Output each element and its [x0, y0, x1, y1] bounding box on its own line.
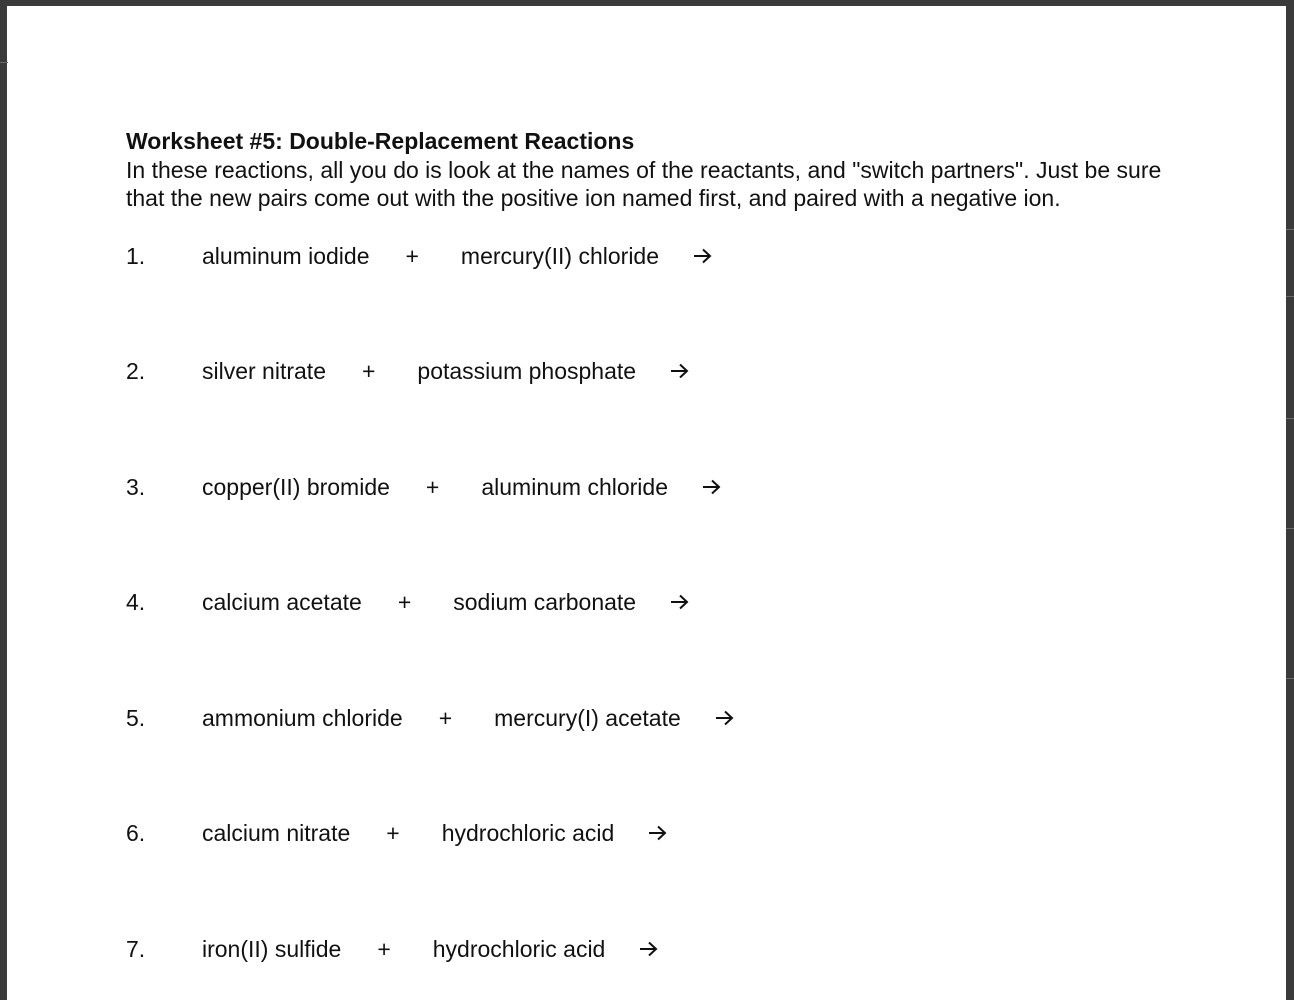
right-arrow-icon — [648, 825, 667, 841]
right-arrow-icon — [702, 479, 721, 495]
reaction-number: 3. — [126, 474, 146, 500]
right-arrow-icon — [670, 363, 689, 379]
reactant-a: aluminum iodide — [202, 243, 370, 269]
reactant-b: mercury(I) acetate — [494, 705, 681, 731]
edge-mark — [1286, 296, 1294, 297]
reactant-a: copper(II) bromide — [202, 474, 390, 500]
right-arrow-icon — [693, 248, 712, 264]
worksheet-instructions: In these reactions, all you do is look at the names of the reactants, and "switch partners". Just be sure that the new pairs come out with the positive ion named first, and paired with a negative ion. — [126, 156, 1162, 211]
reaction-item — [126, 242, 712, 270]
reactant-b: mercury(II) chloride — [460, 243, 660, 269]
reactant-b: aluminum chloride — [481, 474, 668, 500]
edge-mark — [1286, 418, 1294, 419]
worksheet-content — [126, 127, 1186, 962]
reaction-number: 1. — [126, 243, 146, 269]
plus-sign: + — [425, 474, 440, 500]
edge-mark — [1286, 528, 1294, 529]
reactant-b: hydrochloric acid — [441, 820, 615, 846]
reaction-item — [126, 473, 721, 501]
edge-mark — [1286, 229, 1294, 230]
plus-sign: + — [438, 705, 453, 731]
reactant-b: hydrochloric acid — [432, 936, 606, 962]
plus-sign: + — [397, 589, 412, 615]
reaction-item — [126, 588, 689, 616]
reaction-item — [126, 819, 667, 847]
reactant-b: sodium carbonate — [453, 589, 637, 615]
reactant-a: ammonium chloride — [202, 705, 403, 731]
right-arrow-icon — [639, 941, 658, 957]
document-page — [7, 6, 1286, 1000]
reactant-a: iron(II) sulfide — [202, 936, 342, 962]
plus-sign: + — [405, 243, 419, 269]
edge-mark — [0, 62, 8, 63]
reaction-item — [126, 935, 658, 963]
reactant-b: potassium phosphate — [417, 358, 637, 384]
reaction-number: 6. — [126, 820, 146, 846]
reactant-a: calcium acetate — [202, 589, 362, 615]
right-arrow-icon — [715, 710, 734, 726]
plus-sign: + — [377, 936, 391, 962]
reaction-item — [126, 704, 734, 732]
reaction-number: 7. — [126, 936, 146, 962]
reactant-a: calcium nitrate — [202, 820, 351, 846]
reaction-item — [126, 357, 689, 385]
reactant-a: silver nitrate — [202, 358, 326, 384]
reaction-number: 2. — [126, 358, 146, 384]
edge-mark — [1286, 678, 1294, 679]
right-arrow-icon — [670, 594, 689, 610]
plus-sign: + — [386, 820, 400, 846]
worksheet-title: Worksheet #5: Double-Replacement Reactions — [126, 128, 635, 154]
plus-sign: + — [361, 358, 376, 384]
reaction-number: 4. — [126, 589, 146, 615]
reaction-number: 5. — [126, 705, 146, 731]
